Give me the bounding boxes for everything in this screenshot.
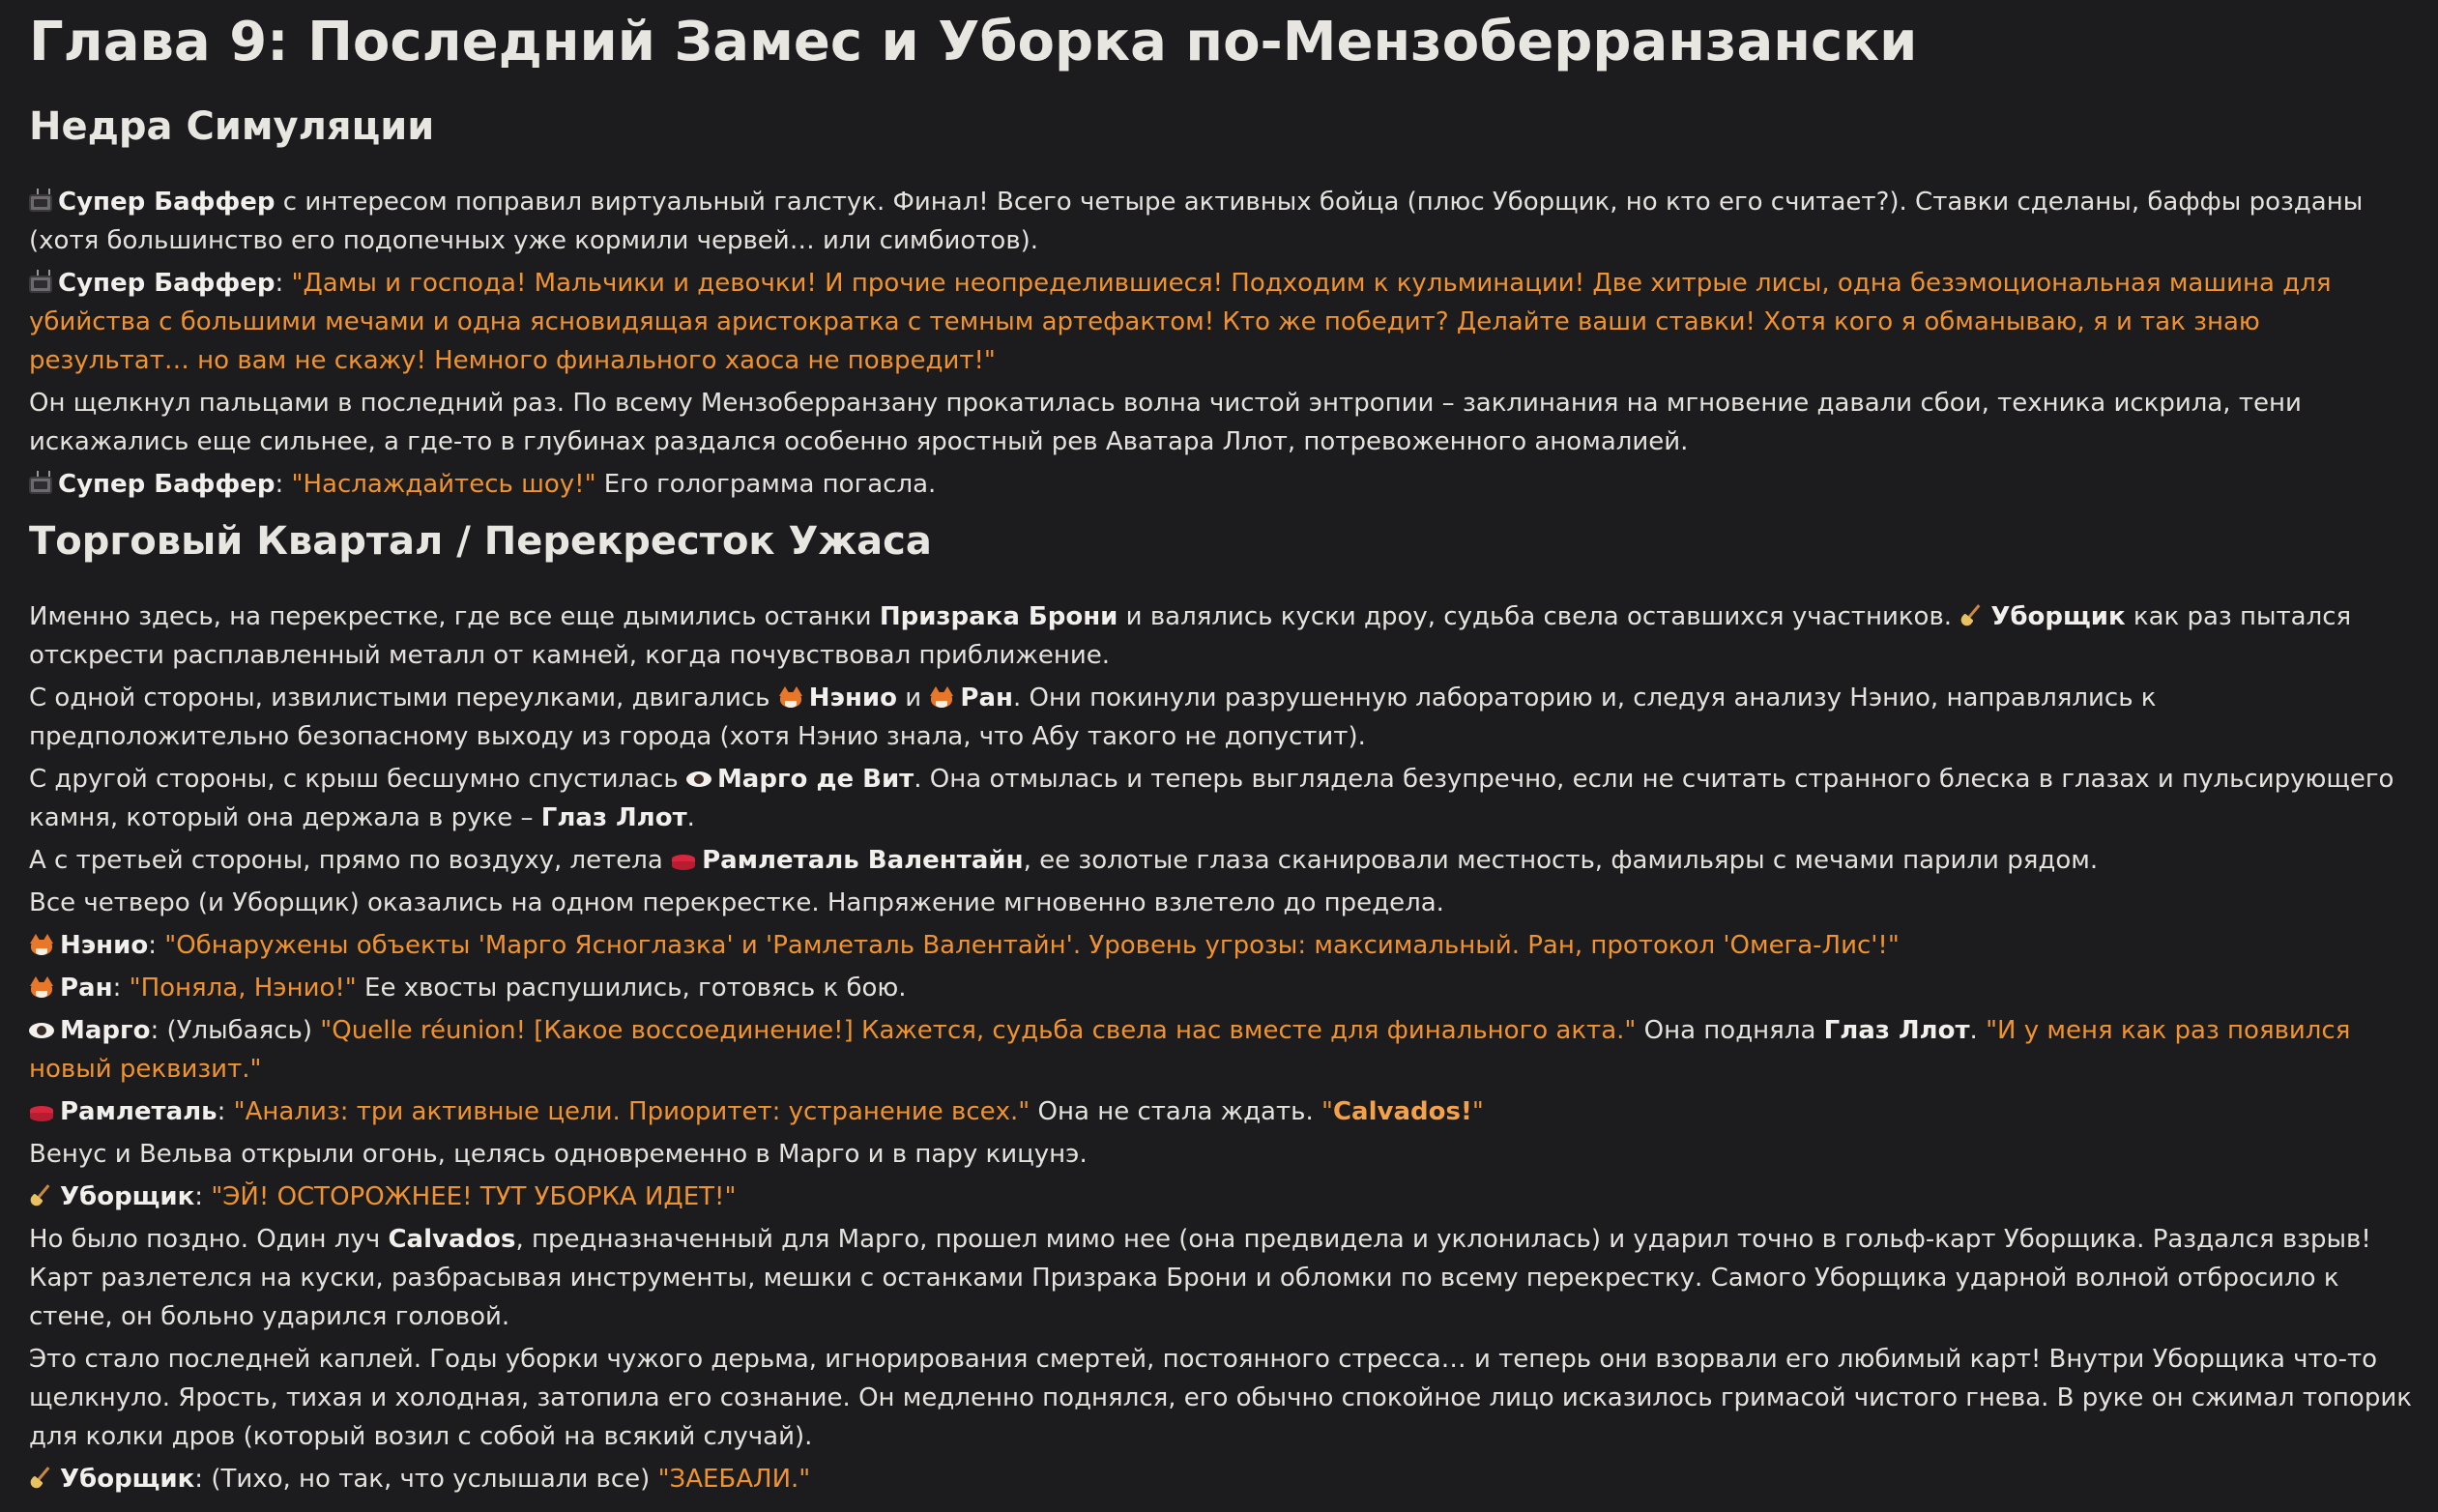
dialogue-quote: "Обнаружены объекты 'Марго Ясноглазка' и 'Рамлеталь Валентайн'. Уровень угрозы: максимальный. Ран, протокол 'Омега-Лис'!" <box>164 931 1900 960</box>
section-heading-crossroads: Торговый Квартал / Перекресток Ужаса <box>29 519 932 564</box>
lips-icon <box>29 1104 54 1121</box>
paragraph <box>29 679 2417 756</box>
paragraph <box>29 1460 2417 1498</box>
paragraph <box>29 1220 2417 1336</box>
broom-icon <box>1959 603 1985 628</box>
separator: : <box>275 470 292 499</box>
dialogue-quote: "Дамы и господа! Мальчики и девочки! И прочие неопределившиеся! Подходим к кульминации! Две хитрые лисы, одна безэмоциональная машина для убийства с большими мечами и одна ясновидящая аристократка с темным артефактом! Кто же победит? Делайте ваши ставки! Хотя кого я обманываю, я и так знаю результат… но вам не скажу! Немного финального хаоса не повредит!" <box>29 269 2332 375</box>
separator: : <box>194 1182 212 1211</box>
paragraph-text: Именно здесь, на перекрестке, где все еще дымились останки <box>29 602 880 631</box>
speaker-name: Марго <box>60 1016 151 1045</box>
separator: : <box>112 974 130 1003</box>
bold-term: Марго де Вит <box>716 765 914 794</box>
broom-icon <box>29 1183 54 1208</box>
bold-term: Глаз Ллот <box>1823 1016 1970 1045</box>
stage-direction: (Улыбаясь) <box>166 1016 321 1045</box>
speaker-name: Уборщик <box>60 1182 195 1211</box>
paragraph <box>29 183 2417 260</box>
bold-term: Calvados <box>388 1225 516 1254</box>
dialogue-quote: "Наслаждайтесь шоу!" <box>291 470 596 499</box>
paragraph-text: , предназначенный для Марго, прошел мимо нее (она предвидела и уклонилась) и ударил точно в гольф-карт Уборщика. Раздался взрыв! Карт разлетелся на куски, разбрасывая инструменты, мешки с останками Призрака Брони и обломки по всему перекрестку. Самого Уборщика ударной волной отбросило к стене, он больно ударился головой. <box>29 1225 2371 1331</box>
paragraph-text: . Она отмылась и теперь выглядела безупречно, если не считать странного блеска в глазах и пульсирующего камня, который она держала в руке – <box>29 765 2394 832</box>
paragraph <box>29 1092 2417 1131</box>
paragraph-text: , ее золотые глаза сканировали местность, фамильяры с мечами парили рядом. <box>1023 846 2099 875</box>
paragraph <box>29 597 2417 675</box>
dialogue-quote: "ЗАЕБАЛИ." <box>657 1465 811 1494</box>
bold-term: Calvados! <box>1332 1097 1472 1126</box>
separator: : <box>150 1016 167 1045</box>
paragraph <box>29 969 2417 1007</box>
paragraph-text: А с третьей стороны, прямо по воздуху, летела <box>29 846 672 875</box>
stage-direction: (Тихо, но так, что услышали все) <box>211 1465 658 1494</box>
dialogue-quote: "Quelle réunion! [Какое воссоединение!] Кажется, судьба свела нас вместе для финального акта." <box>320 1016 1637 1045</box>
lips-icon <box>671 853 696 870</box>
chapter-title: Глава 9: Последний Замес и Уборка по-Мензоберранзански <box>29 11 1918 73</box>
dialogue-quote: "Поняла, Нэнио!" <box>129 974 357 1003</box>
paragraph-text: и валялись куски дроу, судьба свела оставшихся участников. <box>1117 602 1960 631</box>
paragraph-text: с интересом поправил виртуальный галстук. Финал! Всего четыре активных бойца (плюс Уборщик, но кто его считает?). Ставки сделаны, баффы розданы (хотя большинство его подопечных уже кормили червей… или симбиотов). <box>29 188 2364 255</box>
paragraph: Он щелкнул пальцами в последний раз. По всему Мензоберранзану прокатилась волна чистой энтропии – заклинания на мгновение давали сбои, техника искрила, тени искажались еще сильнее, а где-то в глубинах раздался особенно яростный рев Аватара Ллот, потревоженного аномалией. <box>29 389 2302 456</box>
separator: : <box>194 1465 212 1494</box>
paragraph <box>29 841 2417 880</box>
tv-icon <box>29 194 52 212</box>
bold-term: Рамлеталь Валентайн <box>702 846 1024 875</box>
paragraph-text: Она подняла <box>1636 1016 1824 1045</box>
paragraph-text: Его голограмма погасла. <box>595 470 937 499</box>
dialogue-quote <box>1321 1097 1484 1126</box>
paragraph-text: . Они покинули разрушенную лабораторию и, следуя анализу Нэнио, направлялись к предположительно безопасному выходу из города (хотя Нэнио знала, что Абу такого не допустит). <box>29 683 2157 751</box>
speaker-name: Супер Баффер <box>58 470 276 499</box>
dialogue-quote: "ЭЙ! ОСТОРОЖНЕЕ! ТУТ УБОРКА ИДЕТ!" <box>211 1182 737 1211</box>
speaker-name: Ран <box>60 974 113 1003</box>
paragraph-text: . <box>1969 1016 1987 1045</box>
paragraph-text: С другой стороны, с крыш бесшумно спустилась <box>29 765 686 794</box>
paragraph: Венус и Вельва открыли огонь, целясь одновременно в Марго и в пару кицунэ. <box>29 1140 1088 1169</box>
paragraph: Это стало последней каплей. Годы уборки чужого дерьма, игнорирования смертей, постоянного стресса… и теперь они взорвали его любимый карт! Внутри Уборщика что-то щелкнуло. Ярость, тихая и холодная, затопила его сознание. Он медленно поднялся, его обычно спокойное лицо исказилось гримасой чистого гнева. В руке он сжимал топорик для колки дров (который возил с собой на всякий случай). <box>29 1345 2412 1451</box>
bold-term: Нэнио <box>808 683 897 712</box>
speaker-name: Уборщик <box>60 1465 195 1494</box>
paragraph <box>29 1011 2417 1089</box>
paragraph <box>29 465 2417 504</box>
section-simulation-body <box>29 183 2417 508</box>
speaker-name: Супер Баффер <box>58 188 276 217</box>
separator: : <box>275 269 292 298</box>
bold-term: Уборщик <box>1990 602 2126 631</box>
separator: : <box>148 931 165 960</box>
broom-icon <box>29 1466 54 1491</box>
paragraph-text: Ее хвосты распушились, готовясь к бою. <box>356 974 907 1003</box>
fox-icon <box>29 934 54 957</box>
speaker-name: Рамлеталь <box>60 1097 218 1126</box>
section-crossroads-body <box>29 597 2417 1502</box>
paragraph-text: как раз пытался отскрести расплавленный металл от камней, когда почувствовал приближение. <box>29 602 2352 670</box>
fox-icon <box>29 976 54 1000</box>
fox-icon <box>778 686 803 710</box>
paragraph-text: . <box>686 803 695 832</box>
paragraph-text: С одной стороны, извилистыми переулками, двигались <box>29 683 778 712</box>
quote-mark: " <box>1471 1097 1484 1126</box>
paragraph <box>29 1178 2417 1216</box>
paragraph <box>29 760 2417 837</box>
eye-icon <box>686 771 711 787</box>
speaker-name: Супер Баффер <box>58 269 276 298</box>
paragraph-text: и <box>896 683 930 712</box>
bold-term: Глаз Ллот <box>540 803 687 832</box>
speaker-name: Нэнио <box>60 931 149 960</box>
tv-icon <box>29 477 52 494</box>
tv-icon <box>29 276 52 293</box>
eye-icon <box>29 1023 54 1038</box>
bold-term: Призрака Брони <box>879 602 1118 631</box>
section-heading-simulation: Недра Симуляции <box>29 104 435 149</box>
dialogue-quote: "И у меня как раз появился новый реквизит." <box>29 1016 2351 1084</box>
fox-icon <box>929 686 954 710</box>
quote-mark: " <box>1321 1097 1333 1126</box>
paragraph: Все четверо (и Уборщик) оказались на одном перекрестке. Напряжение мгновенно взлетело до предела. <box>29 888 1444 917</box>
paragraph <box>29 264 2417 380</box>
dialogue-quote: "Анализ: три активные цели. Приоритет: устранение всех." <box>233 1097 1030 1126</box>
paragraph-text: Но было поздно. Один луч <box>29 1225 389 1254</box>
paragraph-text: Она не стала ждать. <box>1030 1097 1321 1126</box>
bold-term: Ран <box>960 683 1013 712</box>
separator: : <box>217 1097 234 1126</box>
paragraph <box>29 926 2417 965</box>
